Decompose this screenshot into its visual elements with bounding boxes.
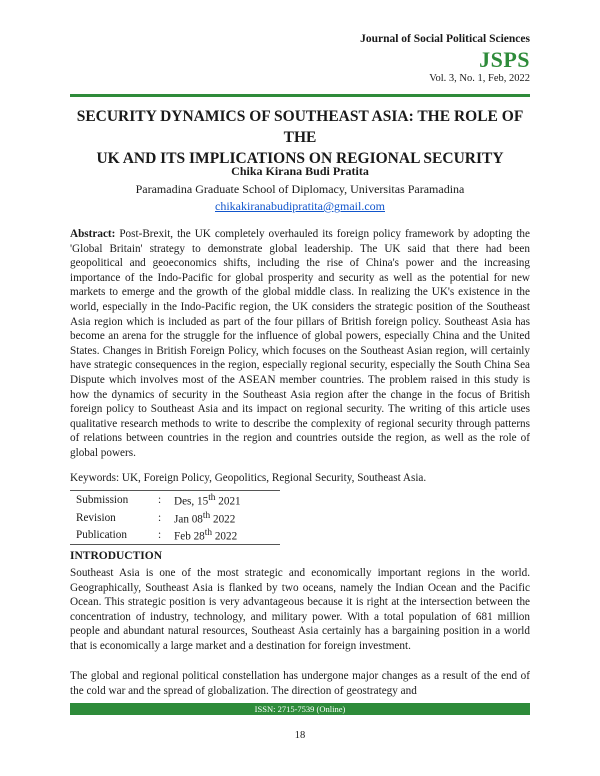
- author-email-link[interactable]: chikakiranabudipratita@gmail.com: [215, 199, 385, 213]
- date-separator: :: [158, 511, 162, 524]
- date-value: Des, 15th 2021: [172, 491, 280, 509]
- date-value: Feb 28th 2022: [172, 526, 280, 544]
- author-name: Chika Kirana Budi Pratita: [231, 164, 369, 178]
- keywords: Keywords: UK, Foreign Policy, Geopolitics, Regional Security, Southeast Asia.: [70, 472, 427, 484]
- paper-title-line: UK AND ITS IMPLICATIONS ON REGIONAL SECURITY: [96, 150, 504, 167]
- paper-title-line: SECURITY DYNAMICS OF SOUTHEAST ASIA: THE ROLE OF THE: [76, 108, 524, 146]
- journal-name: Journal of Social Political Sciences: [360, 33, 530, 45]
- date-label: Publication: [70, 526, 156, 544]
- introduction-paragraph: Southeast Asia is one of the most strategic and economically important regions in the world. Geographically, Southeast Asia is flanked by two oceans, namely the Indian Ocean and the Pacific Ocean. This strategic position is very advantageous because it is right at the intersection between the concentration of industry, technology, and military power. With a total population of 681 million people and abundant natural resources, Southeast Asia certainly has a bargaining position in a world that is economically a large market and a destination for foreign investment.: [70, 567, 530, 652]
- journal-volume: Vol. 3, No. 1, Feb, 2022: [429, 73, 530, 84]
- introduction-paragraph: The global and regional political constellation has undergone major changes as a result of the end of the cold war and the spread of globalization. The direction of geostrategy and: [70, 670, 530, 697]
- date-label: Revision: [76, 511, 116, 524]
- table-row: [70, 526, 280, 544]
- article-dates-table: [70, 490, 280, 545]
- abstract-text: Post-Brexit, the UK completely overhauled its foreign policy framework by adopting the 'Global Britain' strategy to demonstrate global leadership. The UK said that there had been geopolitical and geoeconomics shifts, including the rise of China's power and the increasing importance of the Indo-Pacific for global prosperity and security as well as the potential for new markets to emerge and the growth of the global middle class. In realizing the UK's existence in the world, especially in the Indo-Pacific region, the UK considers the strategic position of the Southeast Asia region which is included as part of the four pillars of British foreign policy. Southeast Asia has become an arena for the struggle for the influence of global powers, especially China and the United States. Changes in British Foreign Policy, which focuses on the Southeast Asian region, will certainly have strategic consequences in the region, especially regional security, especially the South China Sea Dispute which involves most of the ASEAN member countries. The problem raised in this study is how the dynamics of security in the Southeast Asia region after the change in the focus of British foreign policy to Southeast Asia and its impact on regional security. The writing of this article uses qualitative research methods to write to describe the complexity of regional security through patterns of relations between countries in the region and countries outside the region, as well as the role of global powers.: [70, 228, 530, 459]
- header-divider: [70, 94, 530, 97]
- date-label: Submission: [70, 491, 156, 509]
- table-row: [70, 509, 280, 527]
- abstract: [70, 227, 530, 461]
- author-email: [70, 199, 530, 214]
- date-value: Jan 08th 2022: [174, 510, 236, 526]
- journal-abbreviation: JSPS: [479, 47, 530, 72]
- date-separator: :: [156, 491, 172, 509]
- paper-title: [70, 106, 530, 169]
- section-heading-introduction: INTRODUCTION: [70, 550, 163, 562]
- date-separator: :: [156, 526, 172, 544]
- issn-footer-bar: ISSN: 2715-7539 (Online): [70, 703, 530, 715]
- abstract-label: Abstract:: [70, 228, 116, 240]
- table-row: [70, 491, 280, 509]
- author-affiliation: Paramadina Graduate School of Diplomacy, Universitas Paramadina: [135, 182, 465, 196]
- page-number: 18: [294, 730, 306, 741]
